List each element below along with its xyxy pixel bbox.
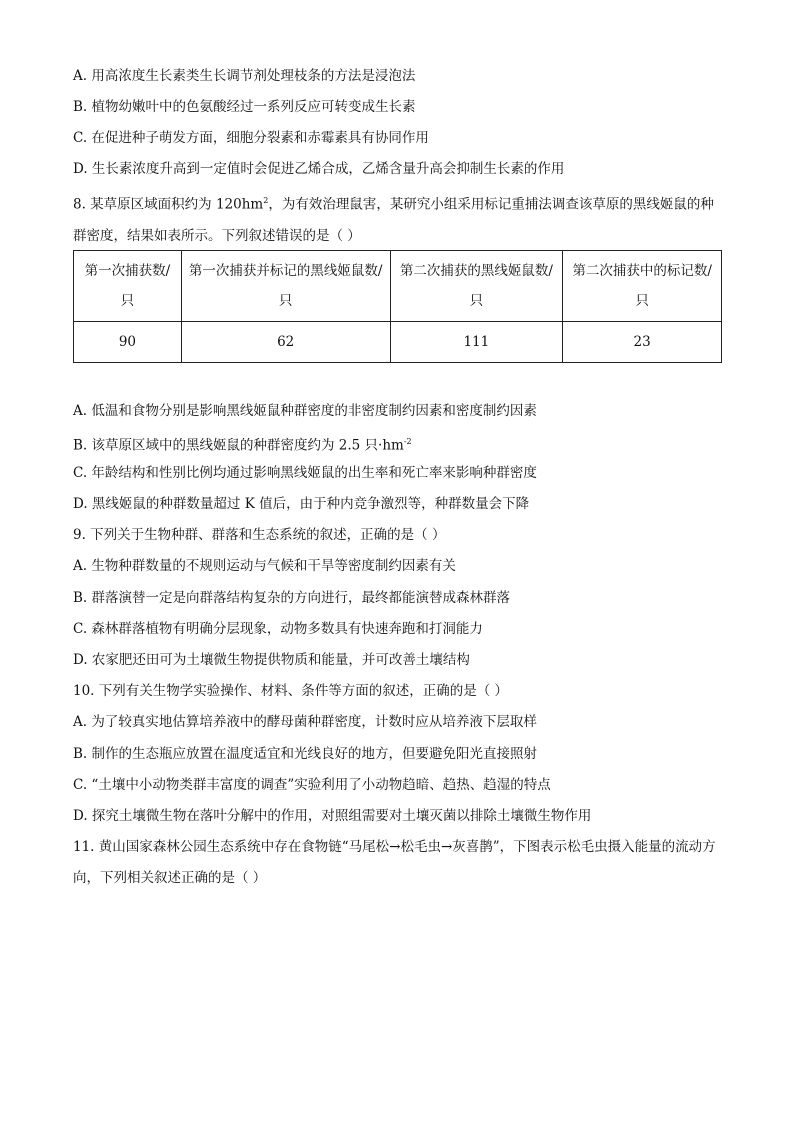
q8-stem-sup: 2 (263, 196, 269, 205)
q7-option-b: B. 植物幼嫩叶中的色氨酸经过一系列反应可转变成生长素 (73, 99, 416, 115)
q8-option-a: A. 低温和食物分别是影响黑线姬鼠种群密度的非密度制约因素和密度制约因素 (73, 403, 537, 419)
q9-stem: 9. 下列关于生物种群、群落和生态系统的叙述，正确的是（ ） (73, 527, 446, 543)
q8-stem (73, 185, 723, 252)
q7-option-d: D. 生长素浓度升高到一定值时会促进乙烯合成，乙烯含量升高会抑制生长素的作用 (73, 161, 565, 177)
q10-stem: 10. 下列有关生物学实验操作、材料、条件等方面的叙述，正确的是（ ） (73, 683, 509, 699)
table-cell: 90 (74, 322, 182, 363)
q8-stem-a: 8. 某草原区域面积约为 120hm (73, 196, 264, 213)
q9-option-d: D. 农家肥还田可为土壤微生物提供物质和能量，并可改善土壤结构 (73, 652, 470, 668)
table-row (74, 322, 722, 363)
q9-option-b: B. 群落演替一定是向群落结构复杂的方向进行，最终都能演替成森林群落 (73, 590, 511, 606)
q10-option-c: C. “土壤中小动物类群丰富度的调查”实验利用了小动物趋暗、趋热、趋湿的特点 (73, 777, 551, 793)
q7-option-a: A. 用高浓度生长素类生长调节剂处理枝条的方法是浸泡法 (73, 68, 416, 84)
q8-option-c: C. 年龄结构和性别比例均通过影响黑线姬鼠的出生率和死亡率来影响种群密度 (73, 465, 537, 481)
table-header-cell: 第二次捕获的黑线姬鼠数/只 (390, 251, 563, 322)
q10-option-d: D. 探究土壤微生物在落叶分解中的作用，对照组需要对土壤灭菌以排除土壤微生物作用 (73, 808, 592, 824)
q8-option-d: D. 黑线姬鼠的种群数量超过 K 值后，由于种内竞争激烈等，种群数量会下降 (73, 496, 530, 512)
q11-stem: 11. 黄山国家森林公园生态系统中存在食物链“马尾松→松毛虫→灰喜鹊”，下图表示松毛虫摄入能量的流动方向，下列相关叙述正确的是（ ） (73, 839, 716, 886)
q9-option-c: C. 森林群落植物有明确分层现象，动物多数具有快速奔跑和打洞能力 (73, 621, 483, 637)
table-header-cell: 第二次捕获中的标记数/只 (563, 251, 722, 322)
table-cell: 23 (563, 322, 722, 363)
table-header-cell: 第一次捕获并标记的黑线姬鼠数/只 (181, 251, 390, 322)
q8-option-b (73, 432, 412, 456)
mark-recapture-table (73, 250, 722, 363)
q8-option-b-text: B. 该草原区域中的黑线姬鼠的种群密度约为 2.5 只·hm (73, 437, 404, 454)
q10-option-a: A. 为了较真实地估算培养液中的酵母菌种群密度，计数时应从培养液下层取样 (73, 714, 537, 730)
table-header-cell: 第一次捕获数/只 (74, 251, 182, 322)
q9-option-a: A. 生物种群数量的不规则运动与气候和干旱等密度制约因素有关 (73, 558, 456, 574)
q8-option-b-sup: -2 (403, 437, 412, 446)
table-cell: 62 (181, 322, 390, 363)
q8-stem-b: ，为有效治理鼠害，某研究小组采用标记重捕法调查该草原的黑线姬鼠的种群密度，结果如表所示。下列叙述错误的是（ ） (73, 196, 714, 244)
table-cell: 111 (390, 322, 563, 363)
q7-option-c: C. 在促进种子萌发方面，细胞分裂素和赤霉素具有协同作用 (73, 130, 429, 146)
q10-option-b: B. 制作的生态瓶应放置在温度适宜和光线良好的地方，但要避免阳光直接照射 (73, 746, 538, 762)
table-header-row (74, 251, 722, 322)
